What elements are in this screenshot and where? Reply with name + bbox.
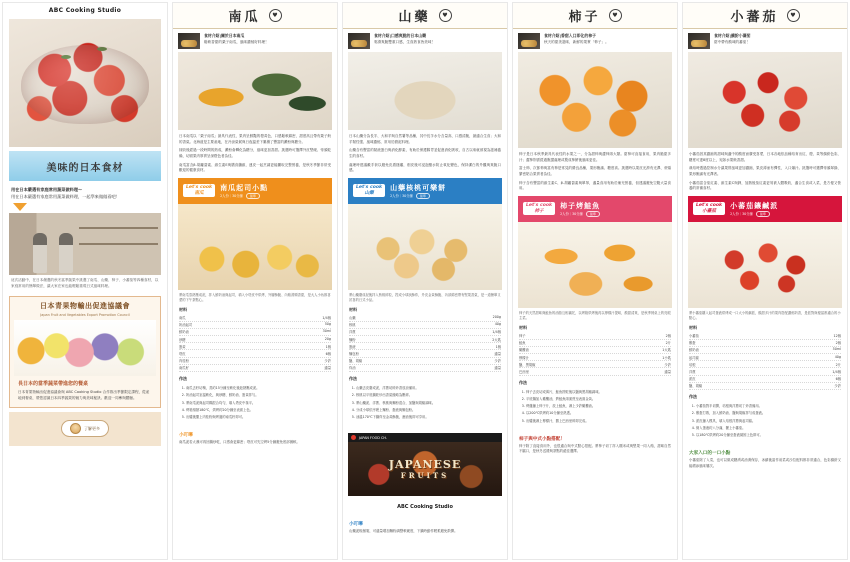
table-row [349,314,501,321]
pumpkin-dish-photo [178,204,332,290]
intro-paragraph: 南瓜富含β-胡蘿蔔素、維生素E與膳食纖維，連皮一起烹調更能攝取完整營養，是秋冬季節非常受歡迎的健康食材。 [179,162,331,173]
ingredient-note [513,29,677,52]
list-item: 1. 山藥去皮磨成泥，洋蔥切碎炒香放涼備用。 [356,386,501,391]
list-item: 4. 倒入蛋液約八分滿，擺上小蕃茄。 [696,426,841,431]
dish-caption: 將南瓜蒸熟壓成泥，拌入鮮奶油與起司，填入小塔皮中烘烤，外層酥脆、內餡滑順香甜，是大人小孩都喜愛的下午茶點心。 [179,292,331,303]
recipe-header [343,3,507,29]
note-body: 甜中帶有酸味的蕃茄！ [714,40,750,45]
ingredient-name: 柿子 [519,334,526,339]
ingredients-heading: 材料 [689,325,697,331]
ingredient-amount: 30ml [322,329,331,334]
ingredient-name: 蛋液 [349,344,356,349]
note-title: 食材介紹|香甜入口即化的柿子 [544,33,596,38]
ingredient-amount: 6個 [325,352,331,356]
ingredient-note [683,29,847,52]
table-row [349,350,501,357]
video-word: JAPANESE [388,458,462,472]
ingredient-name: 橄欖油 [519,348,529,353]
ingredient-name: 洋蔥 [349,330,356,335]
intro-paragraph: 柿子含有豐富的維生素C、β-胡蘿蔔素與單寧，適量食用有助於補充營養，但建議避免空腹大量食用。 [519,180,671,191]
promo-box [9,296,161,408]
table-row [179,322,331,329]
tip-heading: 小叮嚀 [179,433,193,439]
bonus-heading: 大家入口的一口小點 [689,451,731,457]
promo-heading: 長日本的當季蔬菜帶進您的餐桌 [18,380,89,387]
banner-chip-main: 南瓜 [194,190,204,196]
ingredient-name: 派皮 [689,377,696,382]
banner-dish-name: 柿子烤鮭魚 [560,201,601,210]
table-row [179,343,331,350]
dish-caption: 將小蕃茄鑲入起司蛋液烘烤成一口大小的鹹派，酸甜多汁的果肉搭配濃郁奶香，是派對與便當都適合的小點心。 [689,310,841,321]
list-item: 2. 雞蛋打散，加入鮮奶油、鹽與胡椒拌勻成蛋液。 [696,411,841,416]
column-recipe-yam [342,2,508,560]
intro-paragraph: 富士柿、次郎柿與富有柿是常見的優良品種，果形飽滿、糖度高。挑選時以果皮光滑有光澤、蒂頭緊密貼合果實者為佳。 [519,166,671,176]
recipe-header [513,3,677,29]
ingredient-amount: 2個 [665,334,671,339]
hero-tomato-photo [9,19,161,147]
ingredient-name: 鮭魚 [519,341,526,346]
table-row [519,361,671,368]
note-thumbnail [348,33,370,49]
ingredients-heading: 材料 [179,307,187,313]
ingredient-amount: 2大匙 [492,337,501,342]
list-item: 1. 南瓜去籽切塊，蒸約15分鐘至軟化後趁熱壓成泥。 [186,386,331,391]
ingredient-name: 奶油起司 [179,323,193,328]
ingredient-name: 炸油 [349,366,356,371]
note-title: 食材介紹|口感爽脆的日本山藥 [374,33,426,38]
heart-icon: ♥ [439,9,452,22]
column-recipe-persimmon [512,2,678,560]
ingredient-name: 巴西里 [519,370,529,374]
table-row [179,314,331,321]
banner-chip-top: Let's cook [356,185,383,191]
recipe-header [683,3,847,29]
video-card[interactable] [348,433,502,517]
list-item: 4. 以200℃烘烤約10分鐘至熟透。 [526,411,671,416]
ingredients-table [513,332,677,375]
ingredient-name: 洋蔥 [689,370,696,374]
steps-list [683,401,847,446]
heart-icon: ♥ [787,9,800,22]
ingredient-amount: 少許 [494,359,501,364]
video-channel: JAPAN FOOD CH. [359,435,387,440]
table-row [349,343,501,350]
steps-heading: 作法 [689,393,697,399]
column-cover [2,2,168,560]
banner-chip-top: Let's cook [526,203,553,209]
list-item: 2. 核桃以平底鍋乾炒出香氣後略為壓碎。 [356,393,501,398]
banner-serving: 2人份｜30分鐘 [730,212,753,217]
ingredient-amount: 50ml [832,347,841,352]
heart-icon: ♥ [609,9,622,22]
intro-paragraph: 採收後經過一段時間的熟成，澱粉會轉化為糖分，風味更加香甜。挑選時可選擇外皮堅硬、蒂頭乾燥、切面果肉厚實呈深橙色者為佳。 [179,148,331,158]
kitchen-caption: 這次活動中，在日本嚴選的秋冬當季蔬果中挑選了南瓜、山藥、柿子、小蕃茄等四種食材，以家庭常用的簡單做法，讓大家在家也能輕鬆重現日式風味料理。 [11,278,159,289]
recipe-title: 小蕃茄 [730,10,779,25]
learn-more-button[interactable] [61,420,109,437]
table-row [519,354,671,361]
recipe-banner[interactable] [348,178,502,204]
intro-paragraph: 栽培時透過控制水分讓果實風味更加濃縮，果皮薄而有彈性，入口爆汁。挑選時可選擇蒂頭翠綠、果形飽滿有光澤者。 [689,166,841,176]
note-thumbnail [178,33,200,49]
table-row [689,332,841,339]
ingredients-heading: 材料 [349,307,357,313]
list-item: 5. 出爐後撒上肉桂粉與烤過的南瓜籽即可。 [186,415,331,420]
banner-chip-main: 山藥 [364,190,374,196]
cover-lead-bold: 用在日本嚴選有家庭常用蔬菜做料理～ [11,187,83,192]
yam-dish-photo [348,204,502,290]
intro-paragraph: 山藥含有豐富的黏液蛋白與消化酵素，有助於保護腸胃並促進消化吸收，自古以來就被視為滋補養生的食材。 [349,148,501,158]
ingredient-amount: 少許 [324,359,331,364]
ingredients-table [173,314,337,372]
ingredient-name: 肉桂粉 [179,359,189,364]
table-row [179,329,331,336]
table-row [689,383,841,390]
steps-list [513,387,677,432]
persimmon-dish-photo [518,222,672,308]
ingredient-amount: 少許 [834,384,841,389]
note-thumbnail [688,33,710,49]
cta-panel [9,412,161,446]
dish-caption: 柿子的天然甜味與鮭魚的油脂互相襯托，以烤箱烘烤後再以檸檬汁提味，酸甜清爽，是秋季餐桌上的亮眼主菜。 [519,310,671,321]
ingredient-amount: 2片 [835,362,841,367]
ingredient-name: 山藥 [349,316,356,321]
ingredient-amount: 40g [834,354,841,359]
banner-difficulty-tag: 簡單 [756,211,770,217]
banner-serving: 2人份｜30分鐘 [560,212,583,217]
table-row [519,347,671,354]
banner-chip-main: 柿子 [534,208,544,214]
recipe-banner[interactable] [178,178,332,204]
table-row [349,358,501,365]
list-item: 2. 平底鍋加入橄欖油，將鮭魚兩面煎至表面金黃。 [526,397,671,402]
recipe-title: 南瓜 [228,10,261,25]
promo-body [14,376,156,407]
ingredient-amount: 6個 [835,377,841,382]
banner-serving: 2人份｜30分鐘 [220,194,243,199]
ingredient-amount: 12個 [833,334,841,339]
banner-difficulty-tag: 簡單 [586,211,600,217]
intro-paragraph: 處理時建議戴手套以避免皮膚搔癢，削皮後可浸泡醋水防止氧化變色，保持潔白的外觀與爽脆口感。 [349,162,501,173]
promo-title: 日本青果物輸出促進協議會 [40,301,130,310]
cover-banner-title: 美味的日本食材 [46,162,124,174]
video-thumbnail [348,442,502,496]
list-item: 1. 柿子去皮切成薄片，鮭魚擦乾後以鹽與黑胡椒調味。 [526,390,671,395]
steps-heading: 作法 [179,375,187,381]
play-icon [351,435,356,440]
table-row [179,336,331,343]
ingredient-amount: 200g [492,315,501,320]
banner-dish-name: 南瓜起司小點 [220,183,269,192]
ingredient-amount: 適量 [324,366,331,371]
recipe-header [173,3,337,29]
cherry-tomato-photo [688,52,842,148]
note-title: 食材介紹|關於日本南瓜 [204,33,245,38]
tip-heading: 小叮嚀 [349,522,363,528]
ingredient-name: 塔皮 [179,352,186,356]
bonus-heading: 柿子與中式小點搭配！ [519,436,565,442]
list-item: 1. 小蕃茄對半切開，培根與洋蔥切丁炒香備用。 [696,404,841,409]
video-brand: ABC Cooking Studio [348,496,502,517]
ingredient-amount: 1/4個 [492,330,501,335]
ingredient-amount: 20g [324,336,331,341]
ingredient-note [343,29,507,52]
table-row [349,329,501,336]
yam-photo [348,52,502,130]
table-row [349,365,501,372]
tip-text: 山藥泥較濕黏，可適量增加麵粉調整軟硬度，下鍋時動作輕柔避免散開。 [349,529,458,534]
table-row [519,340,671,347]
banner-dish-name: 小蕃茄鑲鹹派 [730,201,779,210]
table-row [689,340,841,347]
cherry-tomato-dish-photo [688,222,842,308]
cover-lead [11,186,159,200]
note-body: 黏滑爽脆雙重口感，生食熟食皆美味！ [374,40,436,45]
ingredient-name: 起司絲 [689,355,699,360]
list-item: 4. 烤箱預熱180℃，烘烤約20分鐘至表面上色。 [186,408,331,413]
steps-heading: 作法 [349,375,357,381]
banner-serving: 2人份｜30分鐘 [390,194,413,199]
promo-subtitle: Japan Fruit and Vegetables Export Promotion Council [40,312,130,317]
note-body: 秋天的甜美滋味，新鮮的果實「柿子」。 [544,40,609,45]
banner-chip-top: Let's cook [186,185,213,191]
note-body: 鬆軟香甜的栗子南瓜，風味濃郁好料理！ [204,40,269,45]
intro-paragraph: 小蕃茄富含茄紅素、維生素C與鉀，加熱後茄紅素更易被人體吸收，適合生食或入菜，是方便又營養的常備食材。 [689,180,841,191]
list-item: 3. 派皮鋪入模具，填入培根洋蔥與起司絲。 [696,419,841,424]
ingredient-name: 鹽、胡椒 [349,359,363,364]
ingredient-amount: 2片 [665,341,671,346]
cover-lead-text: 用在日本嚴選有家庭常用蔬菜做料理，一起學來做做看吧！ [11,194,120,200]
table-row [689,376,841,383]
ingredient-name: 鹽、胡椒 [689,384,703,389]
ingredient-amount: 1小匙 [662,355,671,360]
ingredient-name: 培根 [689,362,696,367]
list-item: 3. 將南瓜泥與起司糊混合均勻，填入塔皮中抹平。 [186,401,331,406]
table-row [689,347,841,354]
column-recipe-cherry-tomato [682,2,848,560]
learn-more-label: 了解更多 [84,425,100,431]
ingredient-note [173,29,337,52]
persimmon-photo [518,52,672,148]
banner-difficulty-tag: 簡單 [246,193,260,199]
cover-banner [9,151,161,181]
brand-logo: ABC Cooking Studio [48,6,122,14]
fruit-photo [14,320,156,376]
ingredient-amount: 40g [494,322,501,327]
ingredient-amount: 50g [324,322,331,327]
bonus-text: 小蕃茄除了入菜，也可以做成糖漬或油漬保存，冰鎮後當作前菜或沙拉配料都非常適合，色彩繽紛又能增添風味層次。 [689,458,841,468]
ingredient-amount: 1大匙 [662,348,671,353]
table-row [179,358,331,365]
ingredient-name: 小蕃茄 [689,334,699,339]
table-row [689,368,841,375]
list-item: 3. 將山藥泥、洋蔥、核桃與麵粉混合，加鹽與胡椒調味。 [356,401,501,406]
ingredient-name: 麵粉 [349,337,356,342]
banner-difficulty-tag: 簡單 [416,193,430,199]
ingredient-amount: 適量 [494,366,501,371]
ingredient-name: 檸檬汁 [519,355,529,360]
recipe-title: 山藥 [398,10,431,25]
brand-header [3,3,167,17]
ingredient-amount: 適量 [664,370,671,374]
table-row [519,332,671,339]
ingredients-table [683,332,847,390]
tip-text: 南瓜泥若太濕可再回鍋炒乾，口感會更綿密；塔皮可先空烤5分鐘避免底部濕軟。 [179,440,300,445]
ingredient-name: 鮮奶油 [179,330,189,335]
ingredients-heading: 材料 [519,325,527,331]
ingredient-amount: 1/4個 [322,316,331,321]
table-row [179,365,331,372]
ingredient-name: 鹽、黑胡椒 [519,362,536,367]
recipe-banner[interactable] [688,196,842,222]
table-row [519,368,671,375]
note-title: 食材介紹|繽紛小蕃茄 [714,33,751,38]
ingredients-table [343,314,507,372]
note-thumbnail [518,33,540,49]
steps-heading: 作法 [519,379,527,385]
list-item: 2. 奶油起司室溫軟化，與砂糖、鮮奶油、蛋黃拌勻。 [186,393,331,398]
banner-chip-top: Let's cook [696,203,723,209]
list-item: 5. 油溫170℃下鍋炸至金黃酥脆，瀝油後即可享用。 [356,415,501,420]
ingredient-name: 砂糖 [179,337,186,342]
ingredient-name: 南瓜籽 [179,366,189,371]
heart-icon: ♥ [269,9,282,22]
table-row [349,336,501,343]
ingredient-name: 核桃 [349,323,356,328]
steps-list [343,383,507,428]
ingredient-amount: 1個 [325,344,331,349]
pumpkin-photo [178,52,332,130]
ingredient-name: 南瓜 [179,316,186,321]
list-item: 5. 出爐後淋上檸檬汁，撒上巴西里碎即完成。 [526,419,671,424]
ingredient-name: 鮮奶油 [689,348,699,353]
intro-paragraph: 日本南瓜以「栗子南瓜」最具代表性，果肉呈鮮豔的橙黃色，口感鬆軟綿密，甜度高且帶有栗子般的香氣。北海道是主要產地，在冷涼氣候與日夜溫差下累積了豐富的澱粉與糖分。 [179,134,331,144]
list-item: 3. 烤盤鋪上柿子片，放上鮭魚，淋上少許橄欖油。 [526,404,671,409]
banner-dish-name: 山藥核桃可樂餅 [390,183,447,192]
ingredient-amount: 1/4個 [832,370,841,374]
intro-paragraph: 日本山藥分為長芋、大和芋與自然薯等品種，其中長芋水分含量高、口感清脆，最適合生食；大和芋黏性強、風味濃郁，常用於磨泥料理。 [349,134,501,144]
intro-paragraph: 小蕃茄因其濃縮的甜味與適中的酸度而廣受喜愛，日本各地依品種培育出紅、橙、黃等繽紛色彩，糖度可達8度以上，宛如水果般香甜。 [689,152,841,162]
arrow-down-icon [13,203,27,211]
bonus-text: 柿子除了直接食用外，也很適合與中式點心搭配。將柿子切丁拌入糯米或與堅果一同入餡，甜味自然不膩口，是秋冬送禮與茶點的絕佳選擇。 [519,443,671,454]
ingredient-name: 麵包粉 [349,352,359,356]
banner-chip-main: 小蕃茄 [702,208,716,214]
column-recipe-pumpkin [172,2,338,560]
steps-list [173,383,337,428]
table-row [689,354,841,361]
ingredient-amount: 2個 [835,341,841,346]
recipe-title: 柿子 [568,10,601,25]
ingredient-amount: 1個 [495,344,501,349]
ingredient-name: 雞蛋 [689,341,696,346]
promo-text: 日本青果物輸出促進協議會與 ABC Cooking Studio 合作推出季節限定課程，從產地到餐桌，帶您認識日本四季蔬果的魅力與美味秘訣。歡迎一同參與體驗。 [18,390,150,400]
kitchen-photo [9,213,161,275]
chef-avatar-icon [70,423,81,434]
ingredient-amount: 適量 [494,352,501,356]
intro-paragraph: 柿子是日本秋季最具代表性的水果之一，分為甜柿與澀柿兩大類。甜柿可直接食用，果肉脆甜多汁；澀柿則需經過脫澀處理或製成柿餅後風味更佳。 [519,152,671,162]
table-row [179,350,331,357]
list-item: 5. 以180℃烘烤約20分鐘至蛋液凝固上色即可。 [696,433,841,438]
table-row [689,361,841,368]
video-word-sub: FRUITS [400,471,450,481]
ingredient-name: 蛋黃 [179,344,186,349]
dish-caption: 將山藥磨成泥後拌入核桃碎粒，捏成小球狀酥炸，外皮金黃酥脆、內部綿密帶有堅果香氣，是一道簡單又討喜的日式小品。 [349,292,501,303]
table-row [349,322,501,329]
list-item: 4. 分成小球依序裹上麵粉、蛋液與麵包粉。 [356,408,501,413]
ingredient-amount: 少許 [664,362,671,367]
recipe-banner[interactable] [518,196,672,222]
